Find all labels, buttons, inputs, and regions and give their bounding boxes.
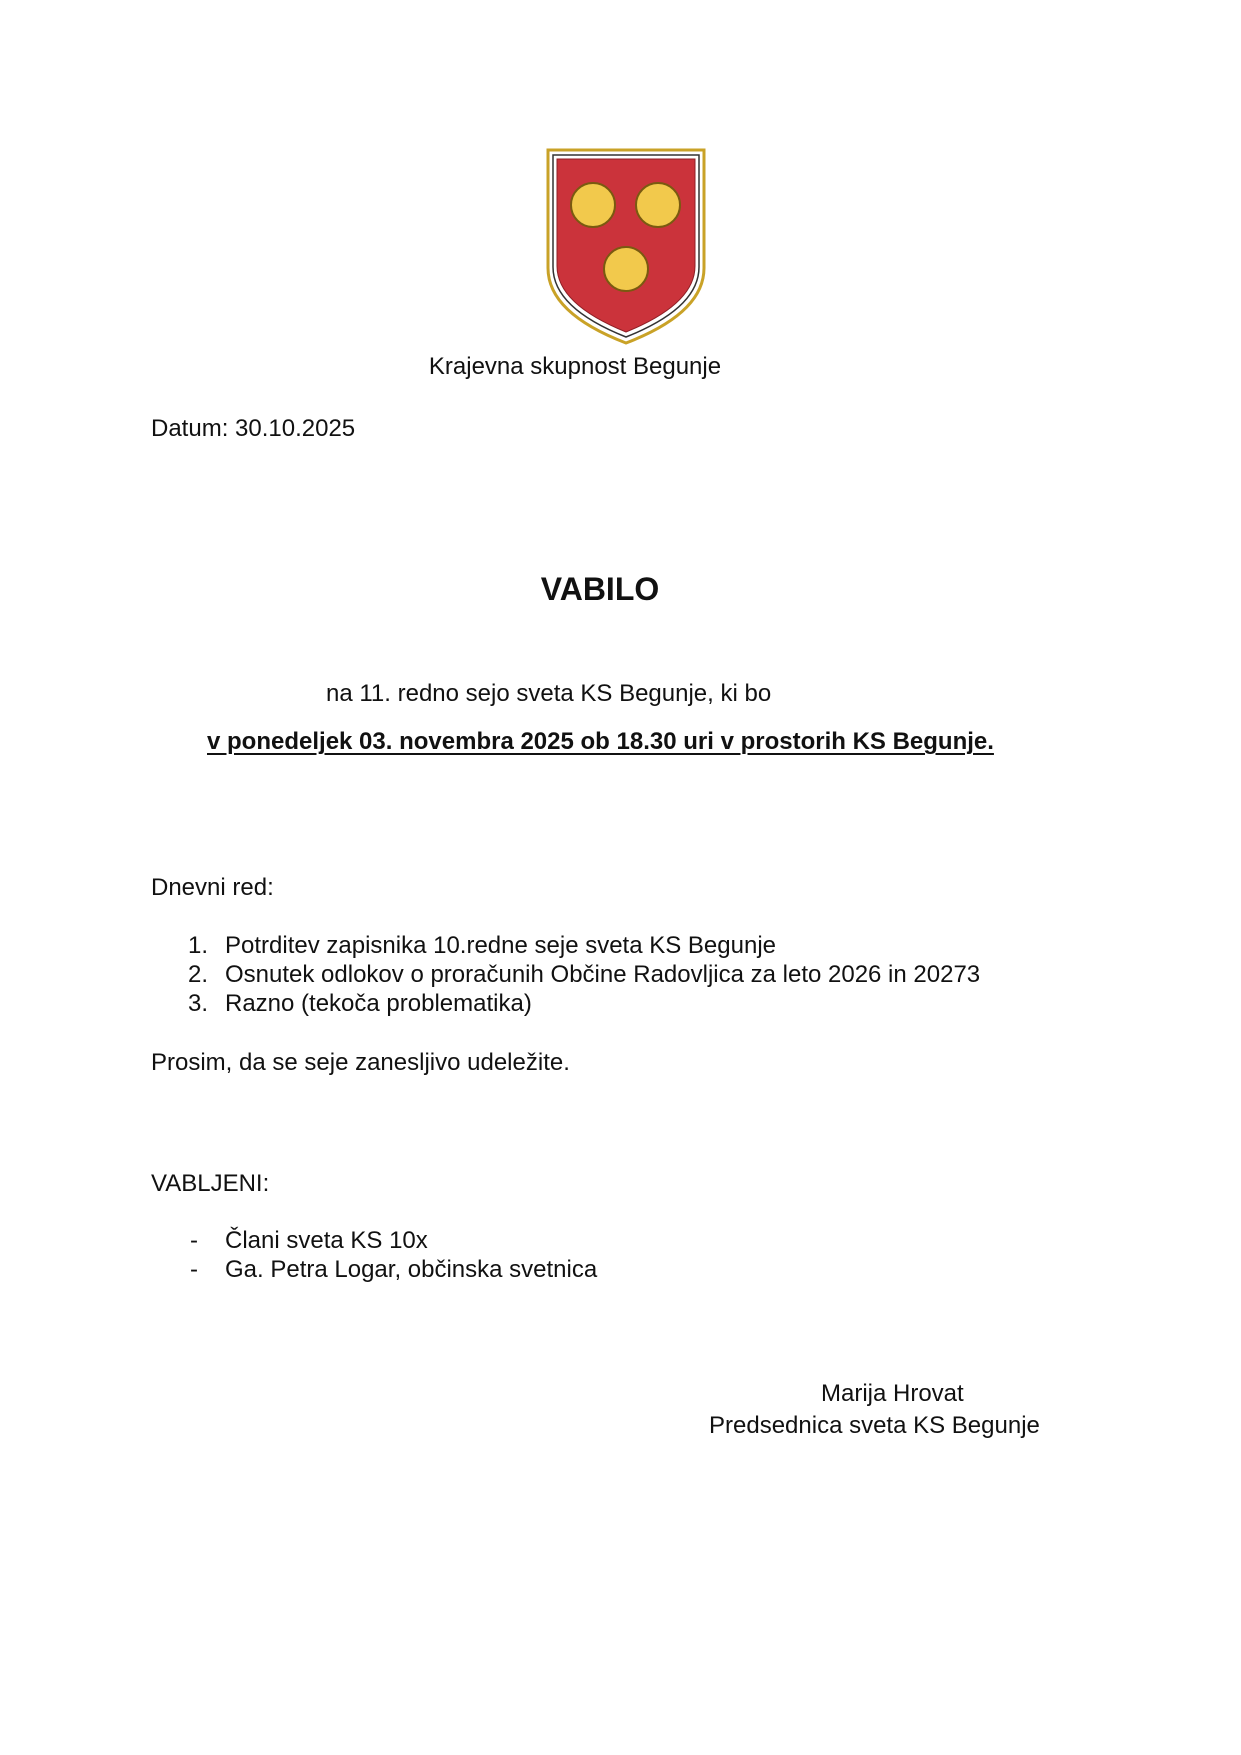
invitee-bullet: -: [190, 1227, 198, 1254]
invitee-item: [190, 1256, 597, 1284]
invitee-text: Člani sveta KS 10x: [225, 1227, 428, 1254]
gold-roundel-icon: [571, 183, 615, 227]
coat-of-arms-icon: [546, 148, 706, 345]
agenda-item-text: Razno (tekoča problematika): [225, 990, 532, 1017]
meeting-intro: na 11. redno sejo sveta KS Begunje, ki bo: [326, 680, 772, 707]
agenda-item-text: Osnutek odlokov o proračunih Občine Radovljica za leto 2026 in 20273: [225, 961, 981, 988]
signatory-name: Marija Hrovat: [821, 1380, 964, 1407]
invited-heading: VABLJENI:: [151, 1170, 270, 1197]
agenda-heading: Dnevni red:: [151, 874, 274, 901]
document-date: Datum: 30.10.2025: [151, 415, 356, 442]
agenda-item: [188, 990, 532, 1018]
signatory-role: Predsednica sveta KS Begunje: [709, 1412, 1040, 1439]
organization-name: Krajevna skupnost Begunje: [428, 353, 722, 380]
agenda-item: [188, 961, 980, 989]
agenda-item: [188, 932, 776, 960]
invitee-bullet: -: [190, 1256, 198, 1283]
agenda-item-number: 2.: [188, 961, 209, 988]
invitee-item: [190, 1227, 428, 1255]
agenda-item-number: 3.: [188, 990, 209, 1017]
agenda-item-text: Potrditev zapisnika 10.redne seje sveta KS Begunje: [225, 932, 777, 959]
gold-roundel-icon: [604, 247, 648, 291]
gold-roundel-icon: [636, 183, 680, 227]
document-title: VABILO: [540, 571, 660, 607]
agenda-item-number: 1.: [188, 932, 209, 959]
invitee-text: Ga. Petra Logar, občinska svetnica: [225, 1256, 598, 1283]
closing-request: Prosim, da se seje zanesljivo udeležite.: [151, 1049, 570, 1076]
meeting-date-place: v ponedeljek 03. novembra 2025 ob 18.30 uri v prostorih KS Begunje.: [207, 728, 994, 755]
